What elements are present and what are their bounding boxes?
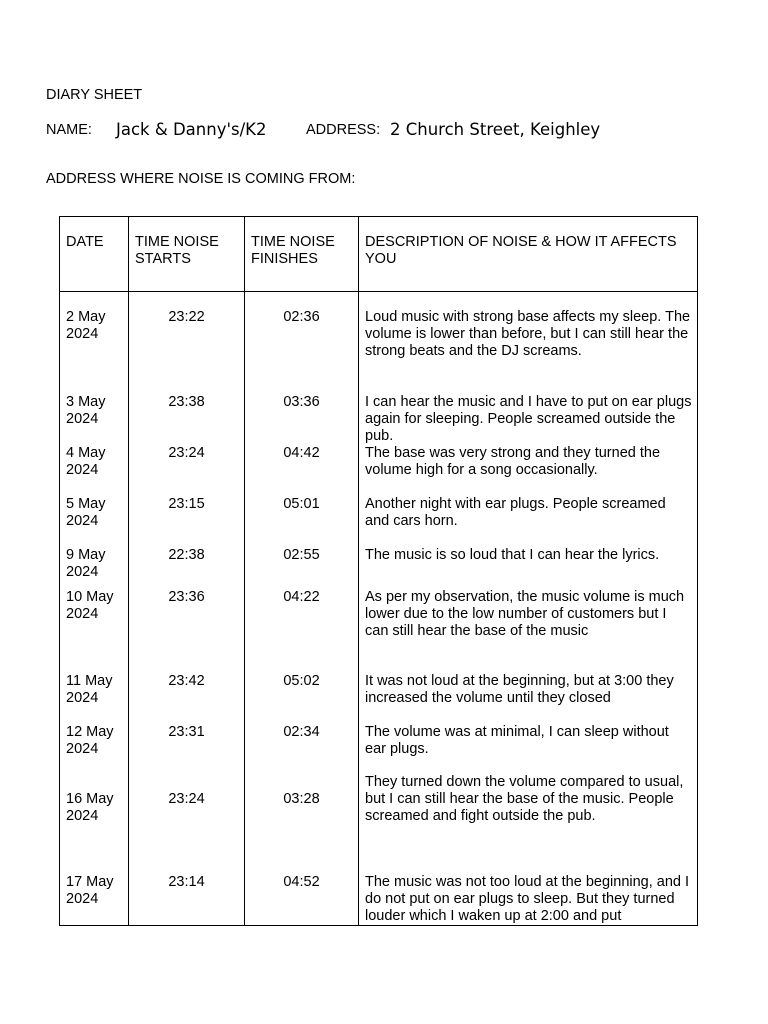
finish-time-cell: 02:55 [245, 547, 359, 589]
date-cell: 9 May 2024 [60, 547, 129, 589]
start-time-cell: 23:14 [129, 857, 245, 926]
header-row [60, 217, 698, 292]
date-cell: 17 May 2024 [60, 857, 129, 926]
noise-source-label: ADDRESS WHERE NOISE IS COMING FROM: [46, 171, 356, 187]
sheet-title: DIARY SHEET [46, 87, 143, 103]
date-cell: 11 May 2024 [60, 673, 129, 724]
description-cell: Loud music with strong base affects my sleep. The volume is lower than before, but I can still hear the strong beats and the DJ screams. [359, 292, 698, 377]
table-row [60, 445, 698, 496]
description-cell: It was not loud at the beginning, but at 3:00 they increased the volume until they closed [359, 673, 698, 724]
date-cell: 3 May 2024 [60, 377, 129, 445]
description-cell: Another night with ear plugs. People screamed and cars horn. [359, 496, 698, 547]
finish-time-cell: 03:28 [245, 774, 359, 857]
start-time-cell: 23:15 [129, 496, 245, 547]
diary-table [59, 216, 698, 926]
table-row [60, 377, 698, 445]
start-time-cell: 22:38 [129, 547, 245, 589]
description-cell: As per my observation, the music volume is much lower due to the low number of customers but I can still hear the base of the music [359, 589, 698, 673]
date-cell: 4 May 2024 [60, 445, 129, 496]
table-row [60, 589, 698, 673]
start-time-cell: 23:31 [129, 724, 245, 774]
table-row [60, 857, 698, 926]
start-time-cell: 23:36 [129, 589, 245, 673]
start-time-cell: 23:42 [129, 673, 245, 724]
start-time-cell: 23:22 [129, 292, 245, 377]
description-cell: The volume was at minimal, I can sleep without ear plugs. [359, 724, 698, 774]
table-row [60, 547, 698, 589]
finish-time-cell: 05:02 [245, 673, 359, 724]
address-label: ADDRESS: [306, 122, 381, 138]
finish-time-cell: 04:42 [245, 445, 359, 496]
finish-time-cell: 05:01 [245, 496, 359, 547]
description-cell: The music was not too loud at the beginning, and I do not put on ear plugs to sleep. But they turned louder which I waken up at 2:00 and put [359, 857, 698, 926]
column-header-finish: TIME NOISE FINISHES [245, 217, 359, 292]
date-cell: 16 May 2024 [60, 774, 129, 857]
table-row [60, 673, 698, 724]
finish-time-cell: 03:36 [245, 377, 359, 445]
finish-time-cell: 02:36 [245, 292, 359, 377]
finish-time-cell: 04:52 [245, 857, 359, 926]
name-value: Jack & Danny's/K2 [116, 120, 267, 139]
finish-time-cell: 04:22 [245, 589, 359, 673]
date-cell: 5 May 2024 [60, 496, 129, 547]
start-time-cell: 23:38 [129, 377, 245, 445]
description-cell: I can hear the music and I have to put on ear plugs again for sleeping. People screamed outside the pub. [359, 377, 698, 445]
date-cell: 10 May 2024 [60, 589, 129, 673]
start-time-cell: 23:24 [129, 774, 245, 857]
table-row [60, 496, 698, 547]
date-cell: 12 May 2024 [60, 724, 129, 774]
diary-rows [60, 292, 698, 926]
name-label: NAME: [46, 122, 92, 138]
column-header-start: TIME NOISE STARTS [129, 217, 245, 292]
table-row [60, 292, 698, 377]
column-header-date: DATE [60, 217, 129, 292]
description-cell: The music is so loud that I can hear the lyrics. [359, 547, 698, 589]
finish-time-cell: 02:34 [245, 724, 359, 774]
description-cell: The base was very strong and they turned the volume high for a song occasionally. [359, 445, 698, 496]
date-cell: 2 May 2024 [60, 292, 129, 377]
table-row [60, 724, 698, 774]
address-value: 2 Church Street, Keighley [390, 120, 601, 139]
column-header-description: DESCRIPTION OF NOISE & HOW IT AFFECTS YOU [359, 217, 698, 292]
description-cell: They turned down the volume compared to usual, but I can still hear the base of the music. People screamed and fight outside the pub. [359, 774, 698, 857]
table-row [60, 774, 698, 857]
start-time-cell: 23:24 [129, 445, 245, 496]
